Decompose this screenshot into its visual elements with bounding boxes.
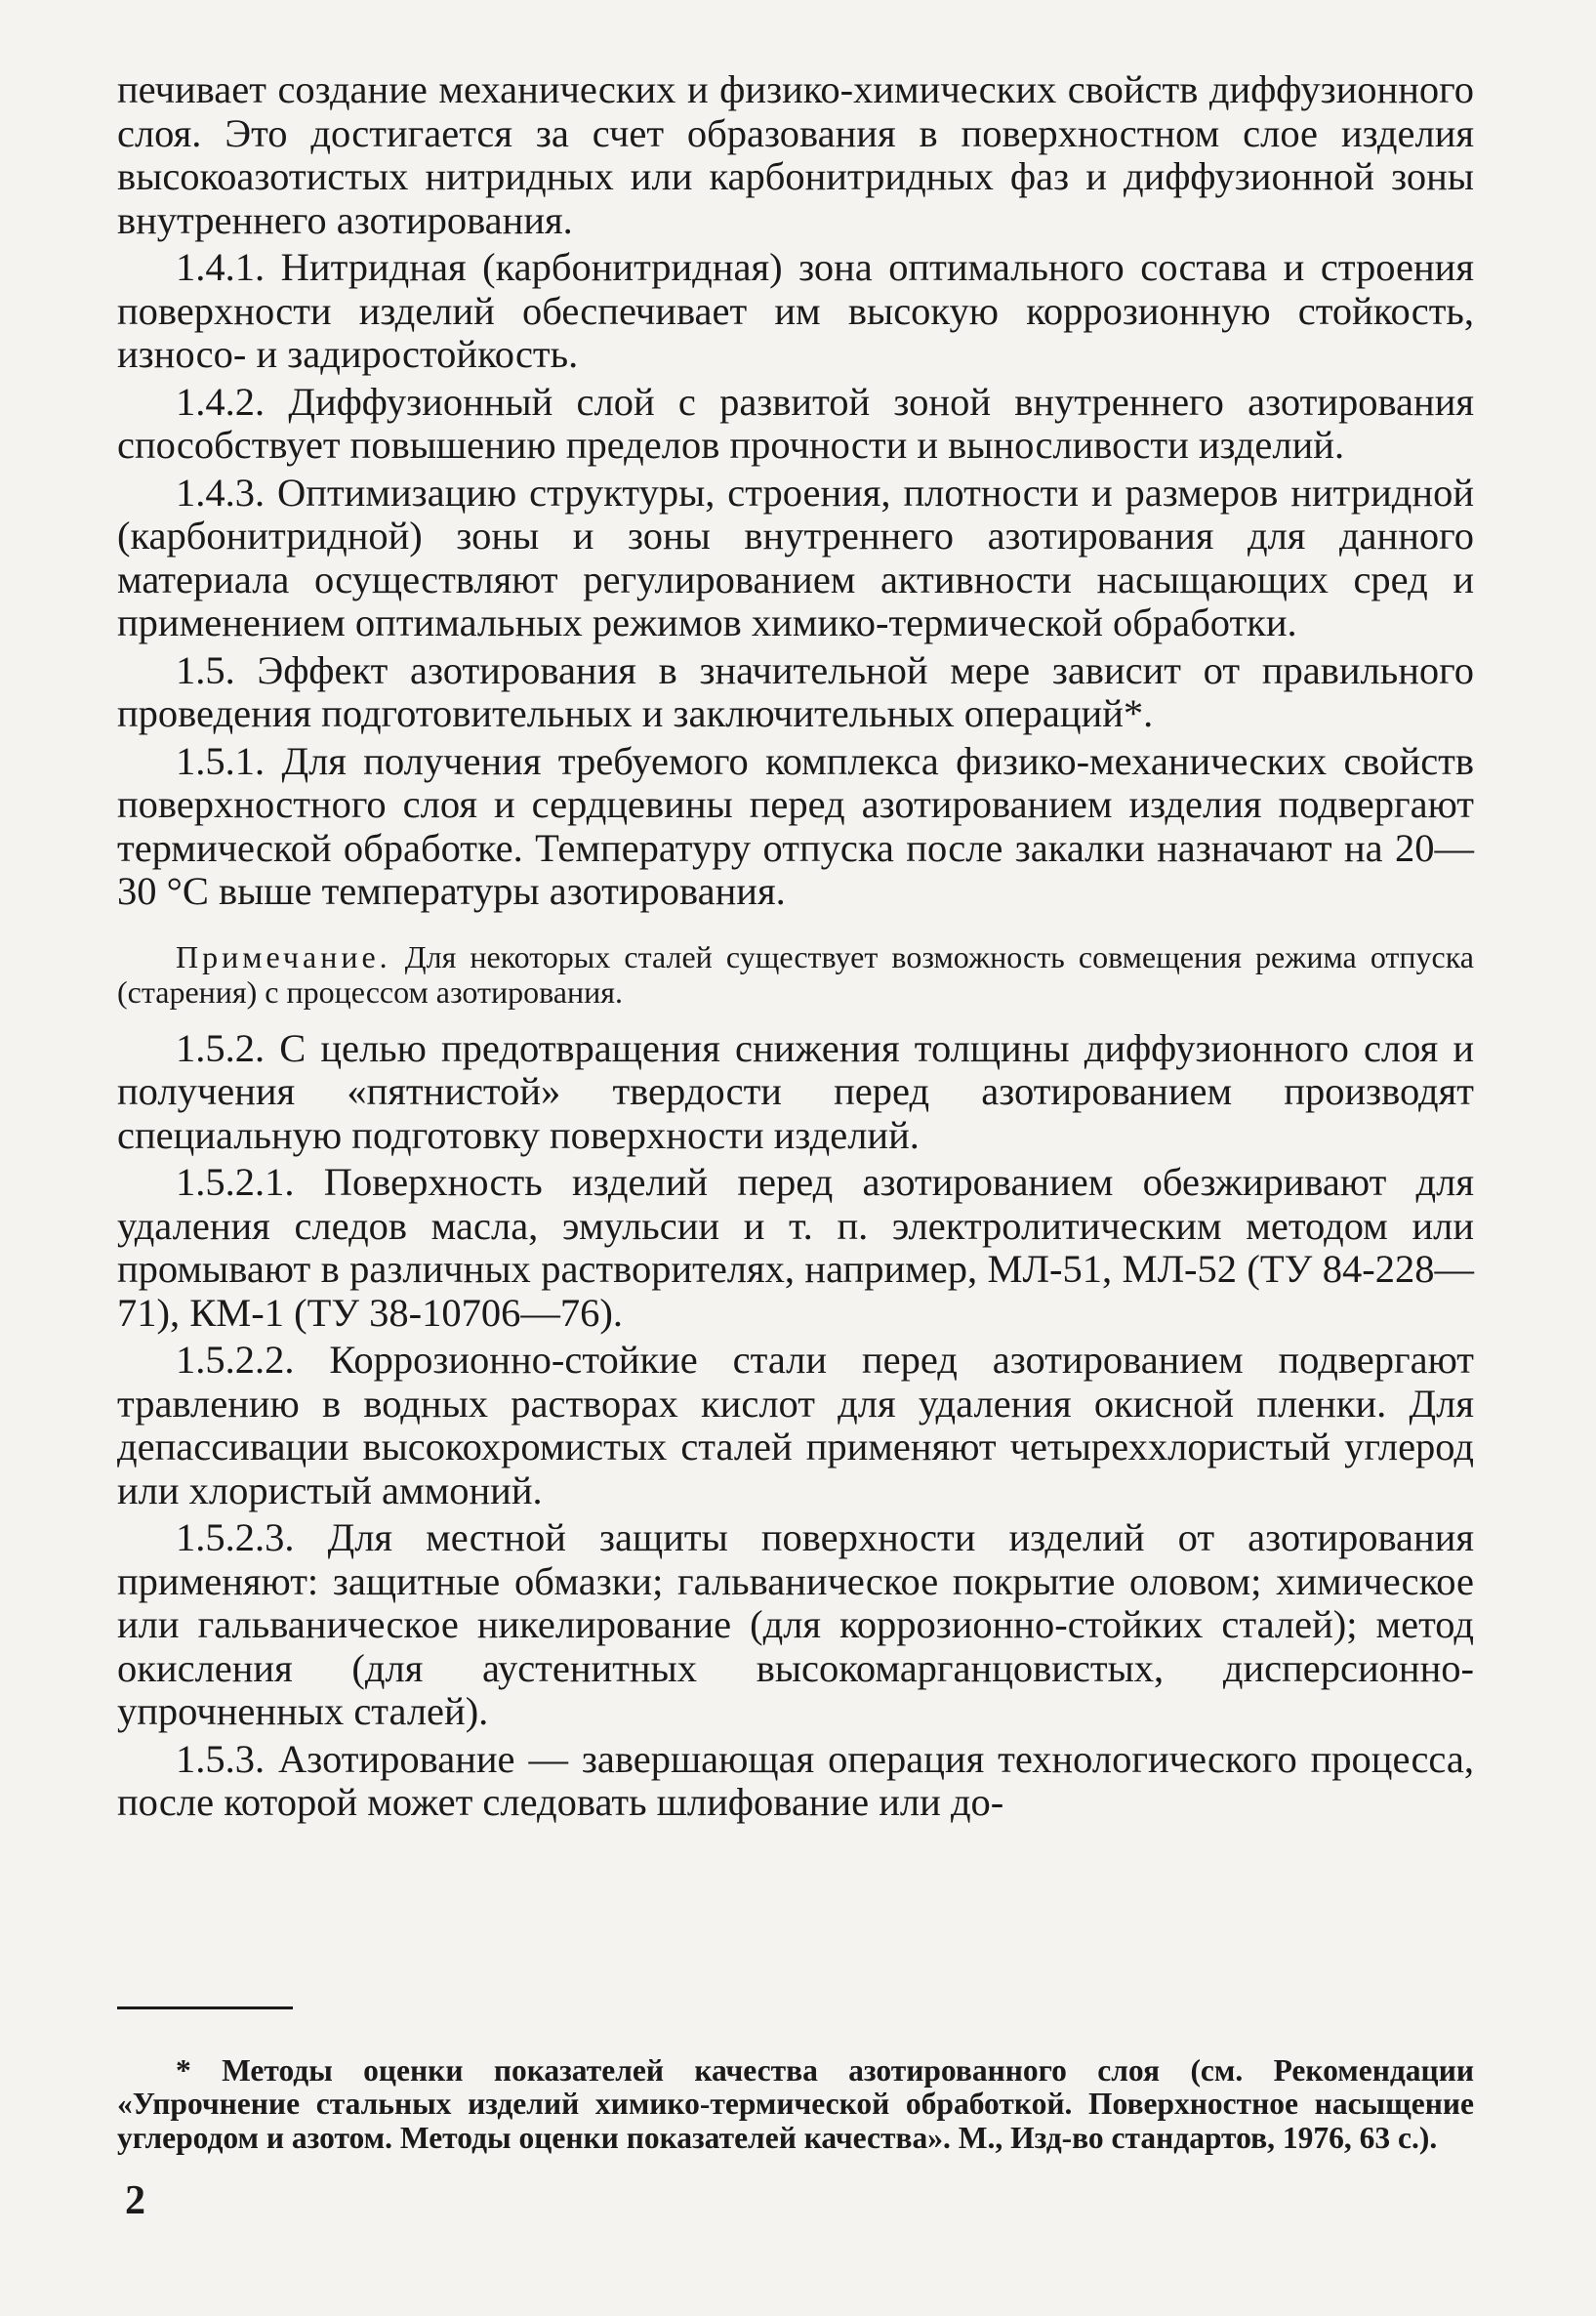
paragraph-continuation: печивает создание механических и физико-химических свойств диффузионного слоя. Это достигается за счет образования в поверхностном слое изделия высокоазотистых нитридных или карбонитридных фаз и диффузионной зоны внутреннего азотирования. (117, 67, 1474, 242)
paragraph-1-5-3: 1.5.3. Азотирование — завершающая операция технологического процесса, после которой может следовать шлифование или до- (117, 1736, 1474, 1824)
paragraph-1-4-1: 1.4.1. Нитридная (карбонитридная) зона оптимального состава и строения поверхности изделий обеспечивает им высокую коррозионную стойкость, износо- и задиростойкость. (117, 245, 1474, 376)
paragraph-1-5-2: 1.5.2. С целью предотвращения снижения толщины диффузионного слоя и получения «пятнистой» твердости перед азотированием производят специальную подготовку поверхности изделий. (117, 1025, 1474, 1157)
footnote-divider (117, 2006, 293, 2009)
paragraph-1-5-2-3: 1.5.2.3. Для местной защиты поверхности изделий от азотирования применяют: защитные обмазки; гальваническое покрытие оловом; химическое или гальваническое никелирование (для коррозионно-стойких сталей); метод окисления (для аустенитных высокомарганцовистых, дисперсионно-упрочненных сталей). (117, 1515, 1474, 1733)
page-number: 2 (125, 2178, 145, 2223)
paragraph-1-5-2-1: 1.5.2.1. Поверхность изделий перед азотированием обезжиривают для удаления следов масла, эмульсии и т. п. электролитическим методом или промывают в различных растворителях, например, МЛ-51, МЛ-52 (ТУ 84-228—71), КМ-1 (ТУ 38-10706—76). (117, 1160, 1474, 1335)
page-body (117, 68, 1474, 1829)
note (117, 939, 1474, 1010)
paragraph-1-4-2: 1.4.2. Диффузионный слой с развитой зоной внутреннего азотирования способствует повышению пределов прочности и выносливости изделий. (117, 379, 1474, 467)
footnote: * Методы оценки показателей качества азотированного слоя (см. Рекомендации «Упрочнение стальных изделий химико-термической обработкой. Поверхностное насыщение углеродом и азотом. Методы оценки показателей качества». М., Изд-во стандартов, 1976, 63 с.). (117, 2052, 1474, 2155)
paragraph-1-5-2-2: 1.5.2.2. Коррозионно-стойкие стали перед азотированием подвергают травлению в водных растворах кислот для удаления окисной пленки. Для депассивации высокохромистых сталей применяют четыреххлористый углерод или хлористый аммоний. (117, 1338, 1474, 1512)
note-label: Примечание. (176, 938, 391, 974)
paragraph-1-5: 1.5. Эффект азотирования в значительной мере зависит от правильного проведения подготовительных и заключительных операций*. (117, 647, 1474, 735)
paragraph-1-4-3: 1.4.3. Оптимизацию структуры, строения, плотности и размеров нитридной (карбонитридной) зоны и зоны внутреннего азотирования для данного материала осуществляют регулированием активности насыщающих сред и применением оптимальных режимов химико-термической обработки. (117, 470, 1474, 644)
note-text: Для некоторых сталей существует возможность совмещения режима отпуска (старения) с процессом азотирования. (117, 938, 1474, 1010)
paragraph-1-5-1: 1.5.1. Для получения требуемого комплекса физико-механических свойств поверхностного слоя и сердцевины перед азотированием изделия подвергают термической обработке. Температуру отпуска после закалки назначают на 20—30 °С выше температуры азотирования. (117, 738, 1474, 913)
